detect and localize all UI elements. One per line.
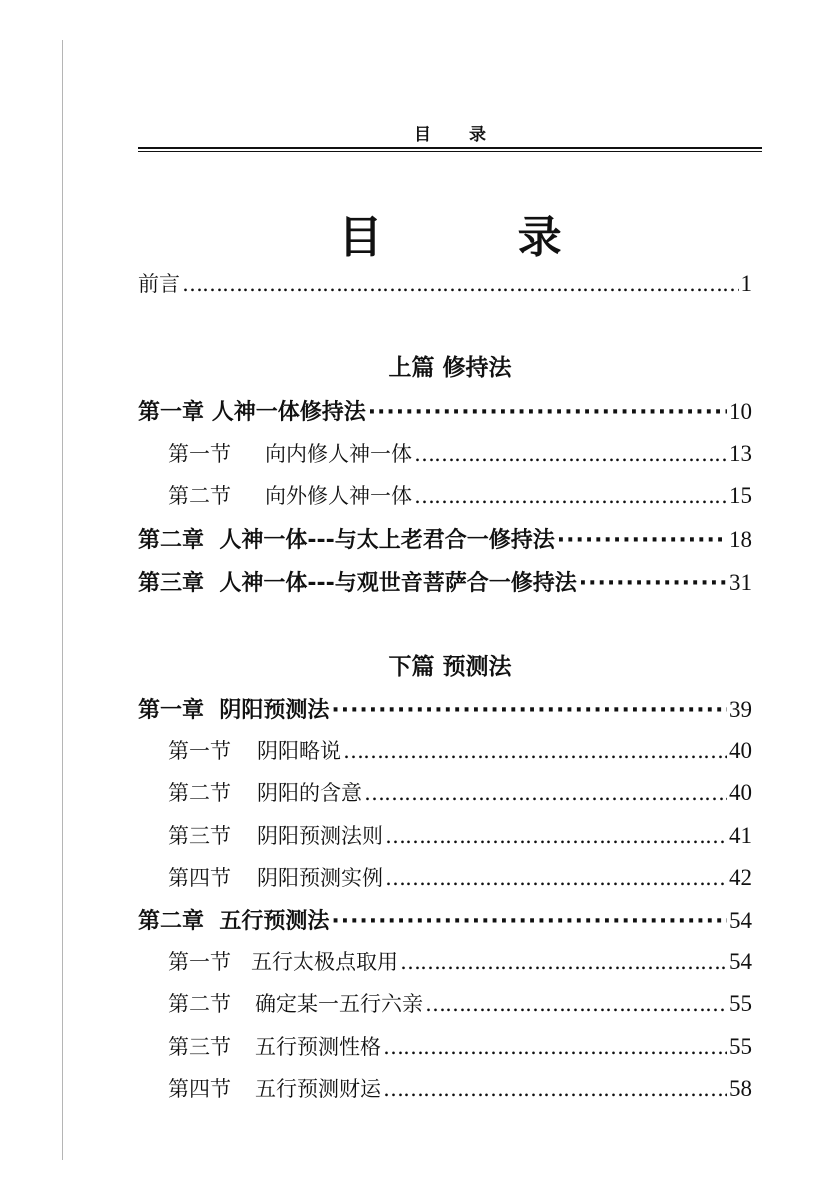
page-title: 目 录 [338,212,622,263]
toc-page-number: 55 [729,991,752,1016]
dot-leader [579,571,727,596]
section-number: 第一节 [168,442,231,466]
chapter-number: 第二章 [138,909,205,934]
toc-label [168,862,383,892]
toc-label [168,946,398,976]
toc-entry-section[interactable] [138,735,752,769]
toc-page-number: 15 [729,483,752,508]
toc-label [168,480,412,510]
chapter-title: 五行预测法 [219,909,330,934]
dot-leader [182,272,739,296]
toc-label [138,566,577,597]
part-title-2: 下篇 预测法 [388,654,512,680]
toc-page-number: 10 [729,399,752,424]
toc-entry-chapter[interactable] [138,904,752,938]
toc-label [168,1073,381,1103]
dot-leader [383,1077,727,1101]
section-number: 第二节 [168,781,231,805]
dot-leader [414,442,727,466]
toc-entry-section[interactable] [138,946,752,980]
header-rule-thick [138,147,762,149]
dot-leader [368,400,727,425]
toc-entry-chapter[interactable] [138,523,752,557]
section-title: 确定某一五行六亲 [255,992,423,1016]
dot-leader [557,528,727,553]
dot-leader [385,824,727,848]
toc-label [138,693,329,724]
section-title: 阴阳预测法则 [257,824,383,848]
toc-page-number: 40 [729,738,752,763]
toc-page-number: 42 [729,865,752,890]
dot-leader [364,781,727,805]
toc-label [168,438,412,468]
section-number: 第二节 [168,992,231,1016]
part-title-1: 上篇 修持法 [388,355,512,381]
toc-entry-section[interactable] [138,438,752,472]
section-number: 第四节 [168,866,231,890]
chapter-title: 阴阳预测法 [219,698,330,723]
section-title: 向外修人神一体 [265,484,412,508]
toc-entry-section[interactable] [138,1031,752,1065]
header-rule-thin [138,151,762,152]
toc-entry-chapter[interactable] [138,693,752,727]
section-title: 阴阳的含意 [257,781,362,805]
dot-leader [425,992,727,1016]
toc-page-number: 18 [729,527,752,552]
section-number: 第三节 [168,1035,231,1059]
dot-leader [400,950,727,974]
toc-entry-section[interactable] [138,777,752,811]
toc-page-number: 41 [729,823,752,848]
chapter-title: 人神一体修持法 [211,400,366,425]
toc-page-number: 58 [729,1076,752,1101]
toc-page-number: 54 [729,949,752,974]
toc-entry-preface[interactable] [138,268,752,302]
section-title: 阴阳略说 [257,739,341,763]
section-number: 第一节 [168,739,231,763]
toc-label [168,820,383,850]
running-header: 目 录 [414,125,502,145]
section-title: 五行预测性格 [255,1035,381,1059]
toc-page-number: 39 [729,697,752,722]
toc-label [138,523,555,554]
toc-page-number: 13 [729,441,752,466]
dot-leader [331,909,727,934]
chapter-number: 第三章 [138,571,205,596]
chapter-number: 第一章 [138,400,205,425]
chapter-number: 第一章 [138,698,205,723]
section-title: 五行预测财运 [255,1077,381,1101]
section-title: 五行太极点取用 [251,950,398,974]
toc-page-number: 31 [729,570,752,595]
toc-label [168,1031,381,1061]
toc-entry-section[interactable] [138,820,752,854]
toc-entry-section[interactable] [138,480,752,514]
dot-leader [331,698,727,723]
binding-line [62,40,63,1160]
toc-entry-chapter[interactable] [138,395,752,429]
toc-entry-section[interactable] [138,862,752,896]
section-number: 第一节 [168,950,231,974]
toc-label: 前言 [138,272,180,296]
chapter-number: 第二章 [138,528,205,553]
toc-label [138,395,366,426]
section-number: 第三节 [168,824,231,848]
dot-leader [414,484,727,508]
toc-entry-section[interactable] [138,988,752,1022]
toc-page-number: 54 [729,908,752,933]
toc-page-number: 40 [729,780,752,805]
section-number: 第二节 [168,484,231,508]
toc-entry-section[interactable] [138,1073,752,1107]
section-title: 阴阳预测实例 [257,866,383,890]
toc-label [168,988,423,1018]
section-number: 第四节 [168,1077,231,1101]
toc-page-number: 55 [729,1034,752,1059]
toc-label [168,777,362,807]
dot-leader [385,866,727,890]
dot-leader [343,739,727,763]
chapter-title: 人神一体---与观世音菩萨合一修持法 [219,571,577,596]
toc-page-number: 1 [740,271,752,296]
toc-label [138,904,329,935]
dot-leader [383,1035,727,1059]
toc-label [168,735,341,765]
toc-entry-chapter[interactable] [138,566,752,600]
section-title: 向内修人神一体 [265,442,412,466]
chapter-title: 人神一体---与太上老君合一修持法 [219,528,555,553]
